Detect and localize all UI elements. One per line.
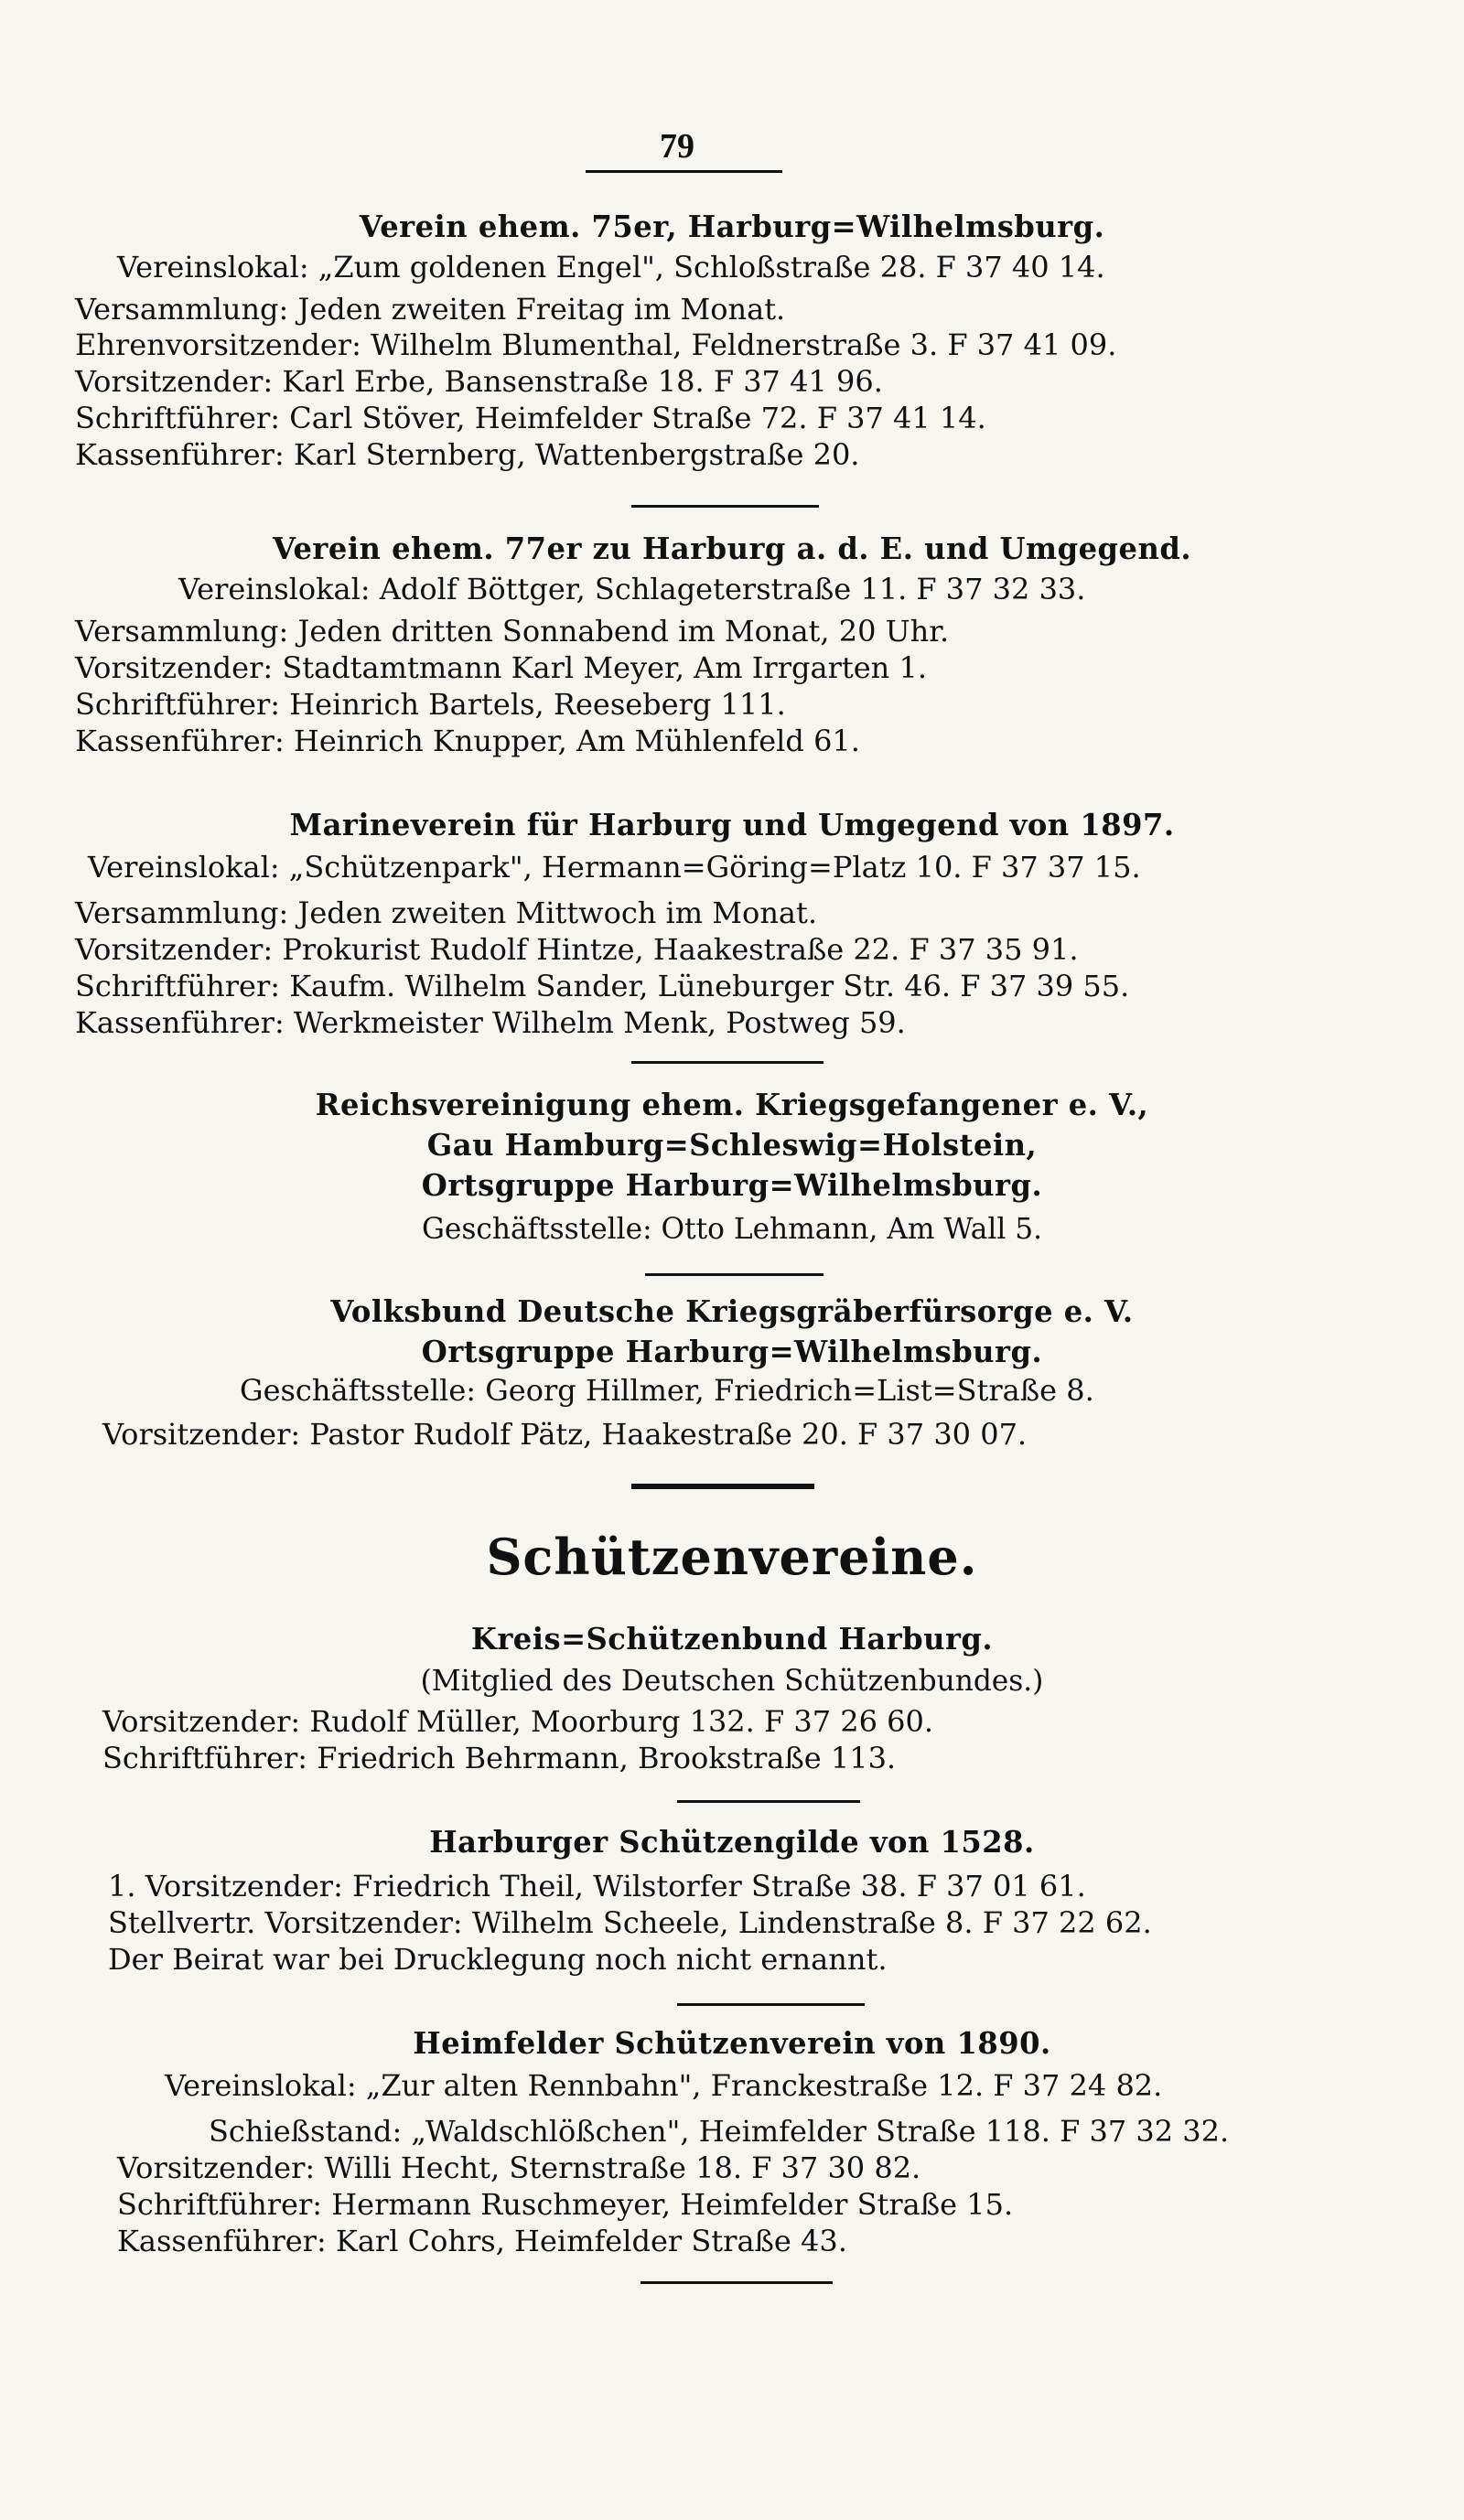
entry-line: Geschäftsstelle: Georg Hillmer, Friedrich=List=Straße 8. <box>240 1373 1094 1408</box>
section-divider <box>645 1273 824 1276</box>
entry-line: Schriftführer: Friedrich Behrmann, Brookstraße 113. <box>102 1741 897 1775</box>
entry-line: Kassenführer: Karl Sternberg, Wattenbergstraße 20. <box>75 437 860 472</box>
entry-line: Vorsitzender: Prokurist Rudolf Hintze, Haakestraße 22. F 37 35 91. <box>75 932 1079 967</box>
entry-line: Geschäftsstelle: Otto Lehmann, Am Wall 5. <box>421 1211 1042 1246</box>
entry-line: Stellvertr. Vorsitzender: Wilhelm Scheele, Lindenstraße 8. F 37 22 62. <box>108 1905 1152 1940</box>
entry-line: Schießstand: „Waldschlößchen", Heimfelder Straße 118. F 37 32 32. <box>209 2114 1230 2149</box>
section-title-schuetzengilde: Harburger Schützengilde von 1528. <box>429 1824 1035 1860</box>
page-number: 79 <box>660 127 694 166</box>
section-title-marineverein: Marineverein für Harburg und Umgegend von 1897. <box>289 807 1175 842</box>
section-title-volksbund-line2: Ortsgruppe Harburg=Wilhelmsburg. <box>421 1334 1043 1369</box>
section-title-kreis-schuetzenbund: Kreis=Schützenbund Harburg. <box>470 1621 994 1657</box>
entry-line: Vereinslokal: „Schützenpark", Hermann=Göring=Platz 10. F 37 37 15. <box>88 850 1141 885</box>
section-title-verein-77er: Verein ehem. 77er zu Harburg a. d. E. und Umgegend. <box>272 531 1192 566</box>
entry-line: Kassenführer: Karl Cohrs, Heimfelder Straße 43. <box>117 2224 847 2258</box>
section-title-heimfelder: Heimfelder Schützenverein von 1890. <box>413 2025 1051 2061</box>
section-title-reichsvereinigung-line2: Gau Hamburg=Schleswig=Holstein, <box>426 1127 1038 1163</box>
section-divider <box>677 1800 860 1803</box>
chapter-divider <box>631 1484 814 1489</box>
entry-line: Vorsitzender: Willi Hecht, Sternstraße 18. F 37 30 82. <box>117 2150 921 2185</box>
entry-line: Schriftführer: Carl Stöver, Heimfelder Straße 72. F 37 41 14. <box>75 401 986 435</box>
entry-line: Schriftführer: Kaufm. Wilhelm Sander, Lüneburger Str. 46. F 37 39 55. <box>75 969 1130 1003</box>
section-subtitle: (Mitglied des Deutschen Schützenbundes.) <box>420 1663 1044 1698</box>
entry-line: Vereinslokal: „Zum goldenen Engel", Schloßstraße 28. F 37 40 14. <box>117 250 1105 284</box>
section-title-verein-75er: Verein ehem. 75er, Harburg=Wilhelmsburg. <box>359 209 1105 244</box>
entry-line: 1. Vorsitzender: Friedrich Theil, Wilstorfer Straße 38. F 37 01 61. <box>108 1869 1086 1903</box>
entry-line: Vorsitzender: Karl Erbe, Bansenstraße 18. F 37 41 96. <box>75 364 883 399</box>
entry-line: Ehrenvorsitzender: Wilhelm Blumenthal, Feldnerstraße 3. F 37 41 09. <box>75 327 1117 362</box>
entry-line: Der Beirat war bei Drucklegung noch nicht ernannt. <box>108 1942 888 1977</box>
entry-line: Vorsitzender: Stadtamtmann Karl Meyer, Am Irrgarten 1. <box>75 650 927 685</box>
entry-line: Vereinslokal: Adolf Böttger, Schlageterstraße 11. F 37 32 33. <box>178 572 1086 606</box>
chapter-heading: Schützenvereine. <box>486 1528 978 1586</box>
section-title-volksbund: Volksbund Deutsche Kriegsgräberfürsorge e. V. <box>330 1293 1134 1329</box>
page-number-rule <box>586 170 782 173</box>
entry-line: Vorsitzender: Rudolf Müller, Moorburg 132. F 37 26 60. <box>102 1704 934 1739</box>
entry-line: Versammlung: Jeden zweiten Mittwoch im Monat. <box>75 895 818 930</box>
section-divider <box>631 505 819 508</box>
entry-line: Schriftführer: Hermann Ruschmeyer, Heimfelder Straße 15. <box>117 2187 1014 2222</box>
entry-line: Versammlung: Jeden zweiten Freitag im Monat. <box>75 292 786 327</box>
entry-line: Vorsitzender: Pastor Rudolf Pätz, Haakestraße 20. F 37 30 07. <box>102 1417 1028 1452</box>
entry-line: Vereinslokal: „Zur alten Rennbahn", Franckestraße 12. F 37 24 82. <box>165 2068 1163 2103</box>
section-divider <box>640 2281 833 2284</box>
entry-line: Kassenführer: Heinrich Knupper, Am Mühlenfeld 61. <box>75 724 860 758</box>
entry-line: Schriftführer: Heinrich Bartels, Reeseberg 111. <box>75 687 786 722</box>
entry-line: Versammlung: Jeden dritten Sonnabend im Monat, 20 Uhr. <box>75 614 950 649</box>
section-divider <box>677 2003 865 2006</box>
section-divider <box>631 1061 824 1064</box>
section-title-reichsvereinigung-line3: Ortsgruppe Harburg=Wilhelmsburg. <box>421 1167 1043 1203</box>
section-title-reichsvereinigung: Reichsvereinigung ehem. Kriegsgefangener e. V., <box>315 1087 1149 1122</box>
entry-line: Kassenführer: Werkmeister Wilhelm Menk, Postweg 59. <box>75 1005 906 1040</box>
